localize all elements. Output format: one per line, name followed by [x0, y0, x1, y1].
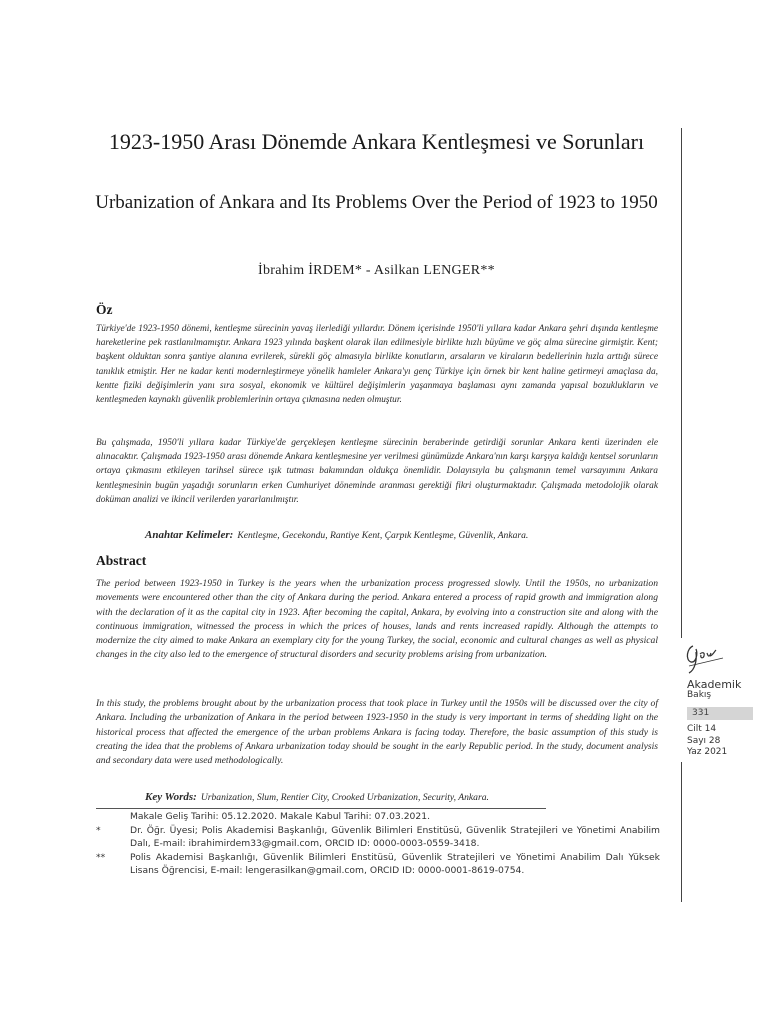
journal-issue: Sayı 28: [687, 735, 721, 746]
journal-name-secondary: Bakış: [687, 690, 712, 700]
article-title-english: Urbanization of Ankara and Its Problems Over the Period of 1923 to 1950: [95, 192, 658, 213]
footnote-1: [96, 824, 660, 851]
journal-name: Akademik: [687, 678, 742, 691]
abstract-paragraph-2: In this study, the problems brought about by the urbanization process that took place in Turkey until the 1950s will be discussed over the city of Ankara. Including the urbanization of Ankara in the period between 1923-1950 in the study is very important in terms of shedding light on the historical process that affected the emergence of the urban problems Ankara is facing today. Therefore, the basic assumption of this study is creating the idea that the problems of Ankara urbanization today should be sought in the early Republic period. In the study, document analysis and secondary data were used methodologically.: [96, 698, 658, 767]
oz-keywords-label: Anahtar Kelimeler:: [145, 529, 234, 541]
footnote-2: [96, 851, 660, 878]
footnote-2-text: Polis Akademisi Başkanlığı, Güvenlik Bilimleri Enstitüsü, Güvenlik Stratejileri ve Yönetimi Anabilim Dalı Yüksek Lisans Öğrencisi, E-mail: lengerasilkan@gmail.com, ORCID ID: 0000-0001-8619-0754.: [130, 851, 660, 877]
abstract-keywords: [145, 791, 489, 803]
margin-rule-lower: [681, 762, 682, 902]
journal-volume: Cilt 14: [687, 724, 717, 734]
footnote-1-text: Dr. Öğr. Üyesi; Polis Akademisi Başkanlığı, Güvenlik Bilimleri Enstitüsü, Güvenlik Stratejileri ve Yönetimi Anabilim Dalı, E-mail: ibrahimirdem33@gmail.com, ORCID ID: 0000-0003-0559-3418.: [130, 824, 660, 850]
footnote-divider: [96, 808, 546, 809]
journal-logo-icon: [683, 640, 727, 676]
footnote-2-mark: **: [96, 851, 106, 863]
abstract-keywords-label: Key Words:: [145, 791, 197, 803]
oz-paragraph-1: Türkiye'de 1923-1950 dönemi, kentleşme sürecinin yavaş ilerlediği yıllardır. Dönem içerisinde 1950'li yıllara kadar Ankara şehri dışında kentleşme hareketlerine pek rastlanılmamıştır. Ankara 1923 yılında başkent olarak ilan edilmesiyle birlikte hızlı büyüme ve göç alma sürecine girmiştir. Kent; başkent olduktan sonra şantiye alanına evrilerek, sürekli göç almasıyla birlikte konutların, arsaların ve kiraların bedellerinin hızla arttığı sürece tanıklık etmiştir. Her ne kadar kenti modernleştirmeye yönelik hamleler Ankara'yı genç Türkiye için örnek bir kent haline getirmeyi amaçlasa da, kentte fiziki değişimlerin yanı sıra sosyal, ekonomik ve kültürel değişimlerin yaşanmaya başlaması aynı zamanda yapısal bozuklukların ve kentleşmeden kaynaklı güvenlik problemlerinin ortaya çıkmasına neden olmuştur.: [96, 324, 658, 406]
footnote-dates: Makale Geliş Tarihi: 05.12.2020. Makale Kabul Tarihi: 07.03.2021.: [130, 811, 430, 822]
journal-issue-info: [687, 724, 727, 759]
oz-heading: Öz: [96, 302, 113, 317]
oz-paragraph-2: Bu çalışmada, 1950'li yıllara kadar Türkiye'de gerçekleşen kentleşme sürecinin beraberinde getirdiği sorunlar Ankara kenti üzerinden ele alınacaktır. Çalışmada 1923-1950 arası dönemde Ankara kentleşmesine yer verilmesi günümüzde Ankara'nın karşı karşıya kaldığı kentsel sorunların ortaya çıkmasını etkileyen tarihsel sürece ışık tutması bakımından oldukça önemlidir. Dolayısıyla bu çalışmanın temel varsayımını Ankara kentleşmesinin bugün yaşadığı sorunların erken Cumhuriyet döneminde aranması gerektiği fikri oluşturmaktadır. Çalışmada metodolojik olarak doküman analizi ve ikincil verilerden yararlanılmıştır.: [96, 438, 658, 505]
journal-season: Yaz 2021: [687, 747, 728, 758]
margin-rule-upper: [681, 128, 682, 638]
footnotes: [96, 810, 660, 878]
abstract-paragraph-1: The period between 1923-1950 in Turkey is the years when the urbanization process progressed slowly. Until the 1950s, no urbanization movements were encountered other than the city of Ankara during the period. Ankara entered a process of rapid growth and immigration along with the declaration of it as the capital city in 1923. After becoming the capital, Ankara, by evolving into a construction site and along with the continuous immigration, witnessed the process in which the prices of houses, lands and rents increased rapidly. Although the attempts to modernize the city aimed to make Ankara an exemplary city for the young Turkey, the social, economic and cultural changes as well as physical changes in the city also led to the emergence of structural disorders and security problems arising from urbanization.: [96, 578, 658, 661]
article-title-turkish: 1923-1950 Arası Dönemde Ankara Kentleşmesi ve Sorunları: [108, 129, 645, 154]
abstract-keywords-text: Urbanization, Slum, Rentier City, Crooked Urbanization, Security, Ankara.: [200, 792, 489, 803]
abstract-heading: Abstract: [96, 553, 147, 568]
oz-keywords: [145, 529, 528, 541]
oz-keywords-text: Kentleşme, Gecekondu, Rantiye Kent, Çarpık Kentleşme, Güvenlik, Ankara.: [237, 530, 529, 541]
page-number: 331: [687, 707, 753, 720]
footnote-1-mark: *: [96, 824, 101, 836]
article-authors: İbrahim İRDEM* - Asilkan LENGER**: [258, 263, 495, 278]
